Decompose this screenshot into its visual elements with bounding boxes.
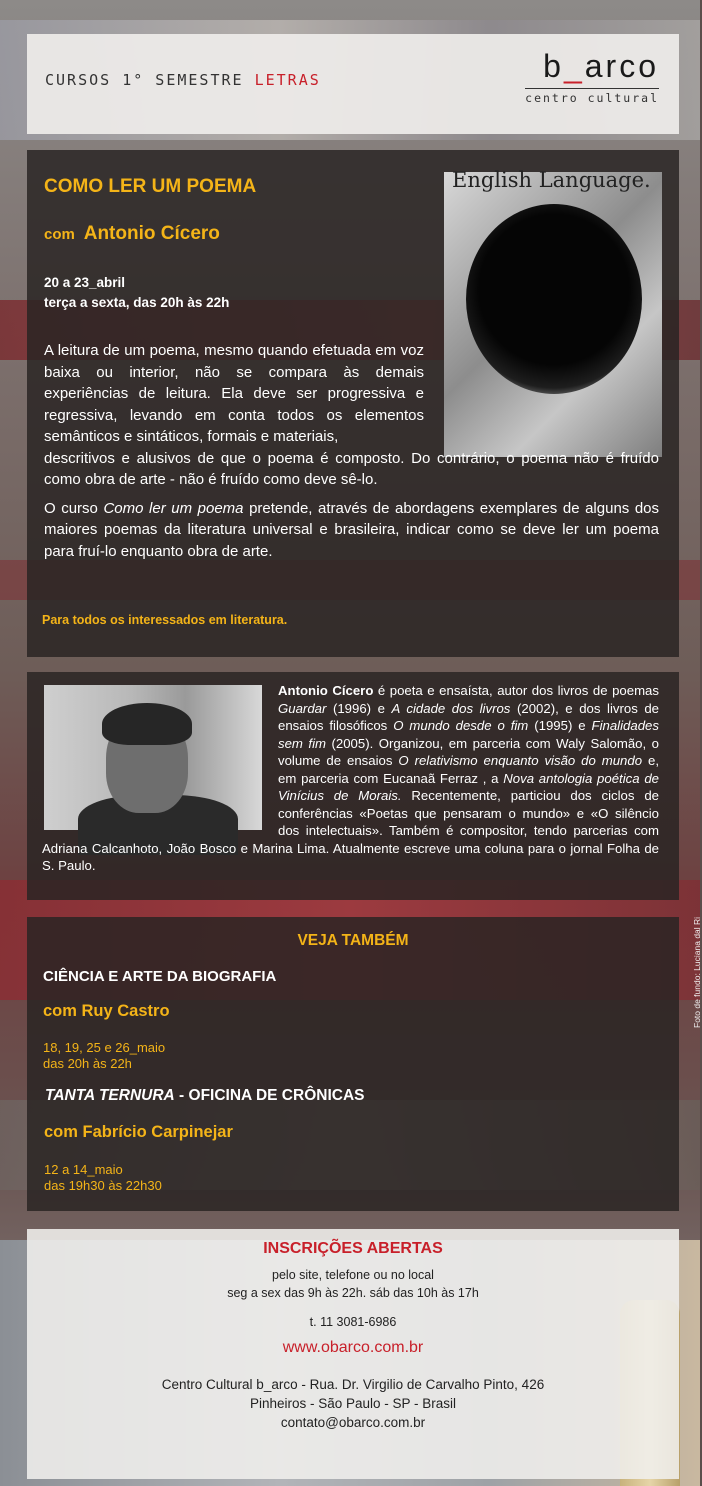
course1-dates: 18, 19, 25 e 26_maio das 20h às 22h	[43, 1040, 166, 1071]
course-image: English Language.	[444, 172, 662, 457]
photo-credit: Foto de fundo: Luciana dal Ri	[692, 916, 702, 1028]
page-title: CURSOS 1° SEMESTRE LETRAS	[45, 71, 321, 89]
registration-info: pelo site, telefone ou no local	[272, 1268, 434, 1282]
header-bar	[27, 34, 679, 134]
course-instructor: com Antonio Cícero	[44, 223, 220, 244]
barco-logo[interactable]: b_arco centro cultural	[525, 48, 659, 105]
course2-dates: 12 a 14_maio das 19h30 às 22h30	[44, 1162, 162, 1193]
course-audience: Para todos os interessados em literatura.	[42, 613, 288, 627]
course1-title: CIÊNCIA E ARTE DA BIOGRAFIA	[43, 968, 277, 985]
bio-panel	[27, 672, 679, 900]
see-also-panel	[27, 917, 679, 1211]
see-also-heading: VEJA TAMBÉM	[297, 932, 409, 949]
registration-heading: INSCRIÇÕES ABERTAS	[263, 1240, 443, 1257]
registration-hours: seg a sex das 9h às 22h. sáb das 10h às 17h	[227, 1286, 479, 1300]
course-panel	[27, 150, 679, 657]
bio-text: Antonio Cícero é poeta e ensaísta, autor dos livros de poemas Guardar (1996) e A cidade dos livros (2002), e dos livros de ensaios filosóficos O mundo desde o fim (1995) e Finalidades sem fim (2005). Organizou, em parceria com Waly Salomão, o volume de ensaios O relativismo enquanto visão do mundo e, em parceria com Eucanaã Ferraz , a Nova antologia poética de Vinícius de Morais. Recentemente, particiou dos ciclos de conferências «Poetas que pensaram o mundo» e «O silêncio dos intelectuais». Também é compositor, tendo parcerias com Adriana Calcanhoto, João Bosco e Marina Lima. Atualmente escreve uma coluna para o jornal Folha de S. Paulo.	[42, 683, 660, 873]
phone-number[interactable]: t. 11 3081-6986	[309, 1315, 397, 1329]
course-dates: 20 a 23_abril terça a sexta, das 20h às 22h	[44, 275, 230, 310]
website-link[interactable]: www.obarco.com.br	[282, 1339, 424, 1356]
address-block: Centro Cultural b_arco - Rua. Dr. Virgilio de Carvalho Pinto, 426 Pinheiros - São Paulo - SP - Brasil contato@obarco.com.br	[27, 1375, 679, 1432]
course1-instructor: com Ruy Castro	[43, 1002, 170, 1020]
registration-panel	[27, 1229, 679, 1479]
course-description: A leitura de um poema, mesmo quando efetuada em voz baixa ou interior, não se compara às demais experiências de leitura. Ela deve ser progressiva e regressiva, levando em conta todos os elementos semânticos e sintáticos, formais e materiais, descritivos e alusivos de que o poema é composto. Do contrário, o poema não é fruído como obra de arte - não é fruído como deve sê-lo. O curso Como ler um poema pretende, através de abordagens exemplares de alguns dos maiores poemas da literatura universal e brasileira, indicar como se deve ler um poema para fruí-lo enquanto obra de arte.	[44, 342, 660, 560]
email-link[interactable]: contato@obarco.com.br	[280, 1415, 426, 1430]
course2-instructor: com Fabrício Carpinejar	[44, 1123, 233, 1141]
course-title: COMO LER UM POEMA	[44, 176, 257, 197]
course2-title: TANTA TERNURA - OFICINA DE CRÔNICAS	[45, 1087, 365, 1104]
